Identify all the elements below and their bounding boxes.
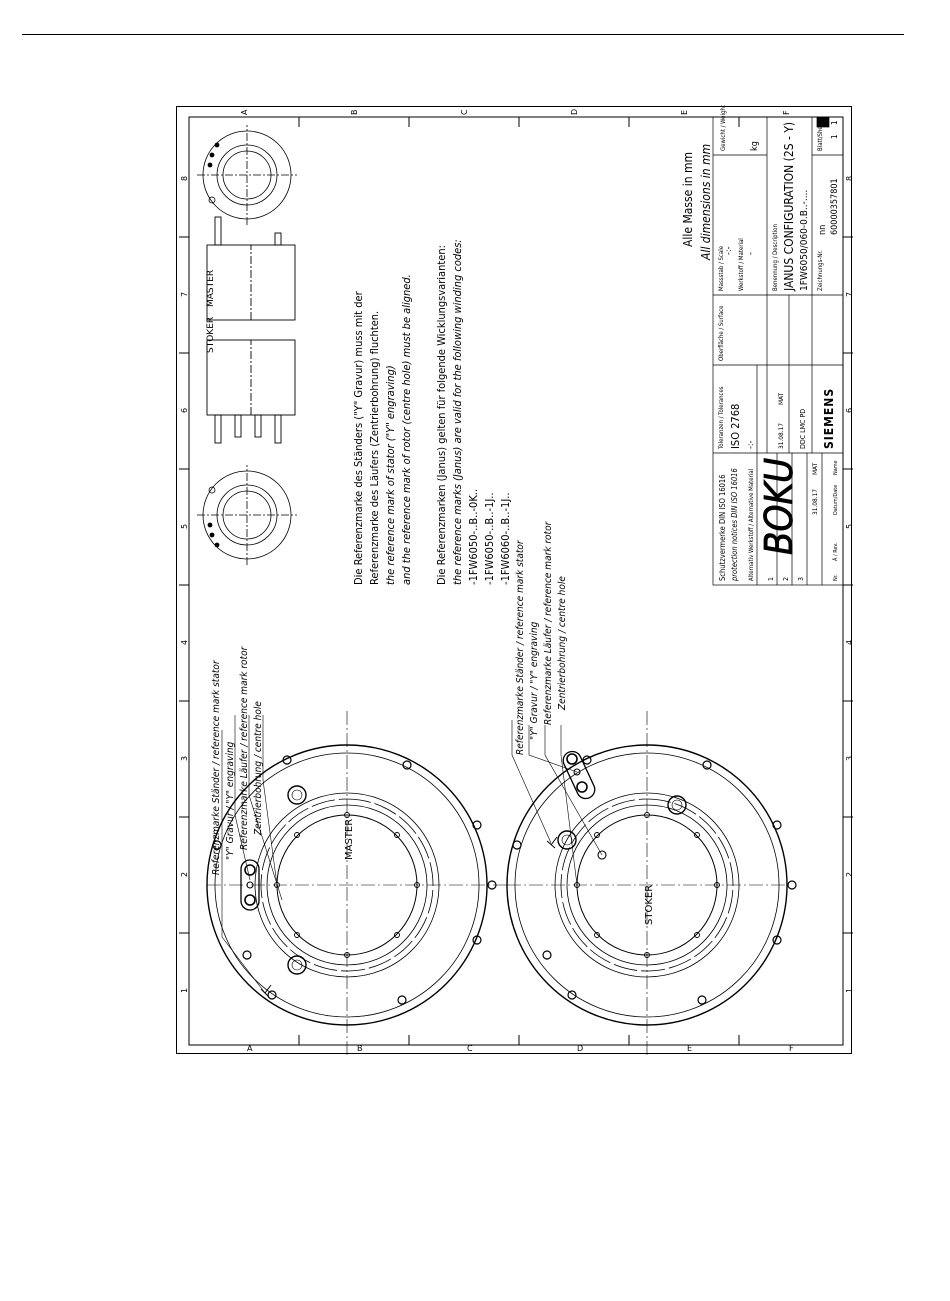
protection-notice-de: Schutzvermerke DIN ISO 16016 (718, 474, 727, 581)
handwritten-signature: BOKU (757, 457, 801, 555)
frame-number-7-bottom: 7 (845, 291, 854, 297)
drawing-no-value: nn (818, 224, 828, 235)
frame-letter-b: B (357, 1044, 363, 1053)
small-master-top-view (197, 125, 297, 225)
frame-letter-e: E (687, 1044, 693, 1053)
frame-number-5-bottom: 5 (845, 523, 854, 529)
stoker-callout-rotor: Referenzmarke Läufer / reference mark rotor (543, 521, 554, 725)
master-flange-view (207, 710, 507, 1055)
alt-material-label: Alternativ Werkstoff / Alternative Material (748, 468, 755, 581)
dept-code: DDC LMC PD (799, 408, 807, 449)
frame-letter-a-right: A (240, 109, 249, 115)
rev-row-3: 3 (797, 576, 805, 581)
note-de-line1: Die Referenzmarke des Ständers ("Y" Gravur) muss mit der (352, 291, 365, 585)
note-janus-en: the reference marks (Janus) are valid for the following winding codes: (451, 239, 464, 585)
sheet-value: 1 (830, 134, 839, 139)
drawing-sheet (176, 106, 852, 1054)
rev-header-name: Name (833, 460, 839, 475)
description-value: JANUS CONFIGURATION (2S - Y) (782, 121, 796, 291)
frame-number-2-bottom: 2 (845, 871, 854, 877)
master-callout-stator: Referenzmarke Ständer / reference mark stator (211, 660, 222, 875)
frame-number-2: 2 (180, 871, 189, 877)
material-value: - (746, 252, 756, 255)
small-stoker-top-view (197, 465, 297, 565)
sheet-label: Blatt/Sheet (817, 120, 824, 151)
rev-header-no: Nr. (833, 574, 839, 581)
rev-row-1: 1 (767, 576, 775, 581)
note-de-line2: Referenzmarke des Läufers (Zentrierbohrung) fluchten. (368, 310, 381, 585)
protection-notice-en: protection notices DIN ISO 16016 (730, 468, 739, 581)
technical-drawing (177, 107, 853, 1055)
frame-number-8-bottom: 8 (845, 175, 854, 181)
company-logo: SIEMENS (822, 387, 836, 449)
tolerance-value: ISO 2768 (729, 403, 742, 449)
master-view-label: MASTER (344, 818, 355, 860)
frame-number-1: 1 (180, 987, 189, 993)
frame-number-1-bottom: 1 (845, 987, 854, 993)
sheets-value: 1 (830, 120, 839, 125)
frame-letter-f: F (789, 1044, 794, 1053)
stoker-side-view (207, 340, 295, 443)
rev-header-rev: Ä / Rev. (833, 542, 839, 561)
scale-label: Massstab / Scale (718, 245, 725, 291)
drawing-no-label: Zeichnungs-Nr. (817, 250, 824, 291)
frame-letter-b-right: B (350, 109, 359, 115)
note-code-1: -1FW6050-..B..-0K.. (467, 488, 480, 585)
stoker-side-label: STOKER (206, 316, 216, 353)
tolerance-label: Toleranzen / Tolerances (718, 386, 725, 449)
scale-value: -:- (724, 246, 734, 255)
stoker-flange-view (507, 710, 796, 1055)
frame-letter-d: D (577, 1044, 584, 1053)
frame-letter-f-right: F (782, 110, 791, 115)
part-number: 1FW6050/060-0.B..-.... (799, 189, 810, 291)
name-1: MAT (811, 462, 819, 475)
frame-number-6: 6 (180, 407, 189, 413)
stoker-view-label: STOKER (644, 884, 655, 925)
stoker-callout-centre-hole: Zentrierbohrung / centre hole (557, 576, 568, 710)
rev-row-2: 2 (782, 576, 790, 581)
frame-letter-c-right: C (460, 109, 469, 115)
tb-name: MAT (777, 392, 785, 405)
frame-number-4-bottom: 4 (845, 639, 854, 645)
dims-note-de: Alle Masse in mm (681, 151, 695, 247)
note-en-line1: the reference mark of stator ("Y" engraving) (384, 365, 397, 585)
stoker-callout-y-engraving: "Y" Gravur / "Y" engraving (529, 621, 540, 740)
tb-date: 31.08.17 (777, 422, 785, 449)
master-callout-y-engraving: "Y" Gravur / "Y" engraving (225, 741, 236, 860)
master-side-view (207, 217, 295, 320)
frame-letter-d-right: D (570, 108, 579, 115)
dims-note-en: All dimensions in mm (699, 143, 713, 260)
surface-label: Oberfläche / Surface (718, 305, 725, 361)
rev-header-date: Datum/Date (833, 484, 839, 515)
tolerance-dash: -:- (746, 440, 756, 449)
frame-number-3: 3 (180, 755, 189, 761)
frame-number-5: 5 (180, 523, 189, 529)
weight-label: Gewicht / Weight (720, 105, 727, 151)
note-janus-de: Die Referenzmarken (Janus) gelten für folgende Wicklungsvarianten: (435, 245, 448, 585)
master-callout-centre-hole: Zentrierbohrung / centre hole (253, 701, 264, 835)
frame-number-6-bottom: 6 (845, 407, 854, 413)
frame-number-8: 8 (180, 175, 189, 181)
note-en-line2: and the reference mark of rotor (centre hole) must be aligned. (400, 274, 413, 585)
weight-unit: kg (750, 141, 760, 151)
date-1: 31.08.17 (811, 488, 819, 515)
material-label: Werkstoff / Material (738, 238, 745, 291)
frame-number-3-bottom: 3 (845, 755, 854, 761)
stoker-callout-stator: Referenzmarke Ständer / reference mark stator (515, 540, 526, 755)
master-side-label: MASTER (206, 269, 216, 307)
master-callout-rotor: Referenzmarke Läufer / reference mark rotor (239, 646, 250, 850)
description-label: Benennung / Description (772, 224, 779, 291)
order-no-value: 60000357801 (830, 178, 840, 235)
page-top-rule (22, 34, 904, 35)
drawing-rotated-frame (177, 107, 853, 1055)
frame-letter-a: A (247, 1044, 253, 1053)
frame-number-4: 4 (180, 639, 189, 645)
frame-letter-e-right: E (680, 109, 689, 115)
frame-number-7: 7 (180, 291, 189, 297)
note-code-2: -1FW6050-..B..-1J.. (483, 492, 496, 585)
frame-letter-c: C (467, 1044, 473, 1053)
note-code-3: -1FW6060-..B..-1J.. (499, 492, 512, 585)
